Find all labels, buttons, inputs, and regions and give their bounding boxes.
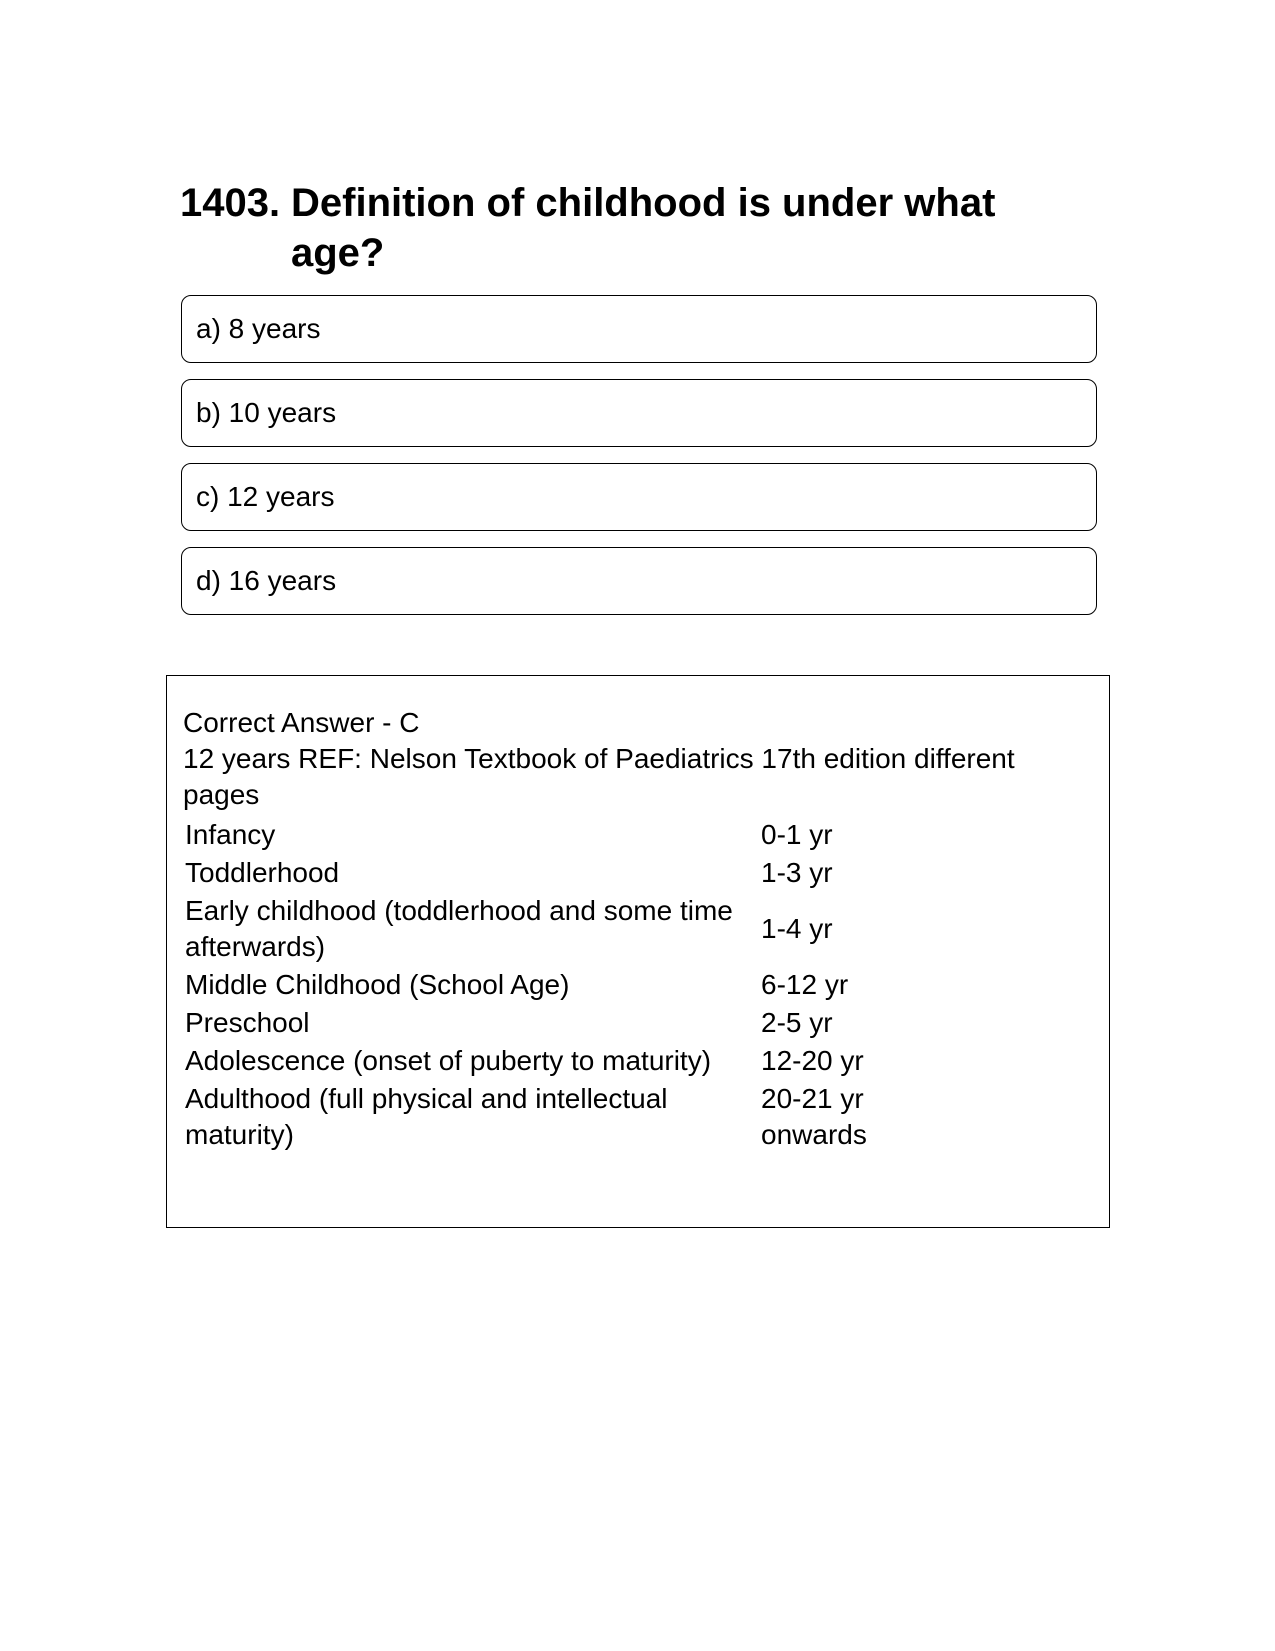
age-range-cell: 12-20 yr bbox=[761, 1045, 864, 1076]
table-row bbox=[185, 1080, 891, 1154]
stage-cell: Toddlerhood bbox=[185, 857, 340, 888]
option-a[interactable]: a) 8 years bbox=[181, 295, 1097, 363]
table-row bbox=[185, 816, 891, 854]
stage-cell: Adolescence (onset of puberty to maturity) bbox=[185, 1045, 712, 1076]
table-row bbox=[185, 854, 891, 892]
table-row bbox=[185, 892, 891, 966]
question-text: Definition of childhood is under what age? bbox=[291, 181, 996, 275]
question-number: 1403. bbox=[180, 181, 281, 225]
answer-explanation-box bbox=[166, 675, 1110, 1228]
stage-cell: Middle Childhood (School Age) bbox=[185, 969, 570, 1000]
answer-options bbox=[181, 295, 1097, 631]
explanation-text: 12 years REF: Nelson Textbook of Paediatrics 17th edition different pages bbox=[183, 743, 1015, 810]
option-d[interactable]: d) 16 years bbox=[181, 547, 1097, 615]
option-b[interactable]: b) 10 years bbox=[181, 379, 1097, 447]
stage-cell: Preschool bbox=[185, 1007, 310, 1038]
age-range-cell: 0-1 yr bbox=[761, 819, 833, 850]
correct-answer-text: Correct Answer - C bbox=[183, 707, 420, 738]
table-row bbox=[185, 1042, 891, 1080]
option-c[interactable]: c) 12 years bbox=[181, 463, 1097, 531]
stage-cell: Early childhood (toddlerhood and some time afterwards) bbox=[185, 895, 733, 962]
table-row bbox=[185, 966, 891, 1004]
age-range-cell: 6-12 yr bbox=[761, 969, 849, 1000]
stage-cell: Adulthood (full physical and intellectual maturity) bbox=[185, 1083, 668, 1150]
age-stage-table bbox=[185, 816, 891, 1154]
question-heading bbox=[180, 178, 1060, 278]
table-row bbox=[185, 1004, 891, 1042]
age-range-cell: 1-3 yr bbox=[761, 857, 833, 888]
age-range-cell: 2-5 yr bbox=[761, 1007, 833, 1038]
age-range-cell: 20-21 yr onwards bbox=[761, 1083, 867, 1150]
stage-cell: Infancy bbox=[185, 819, 276, 850]
age-range-cell: 1-4 yr bbox=[761, 913, 833, 944]
